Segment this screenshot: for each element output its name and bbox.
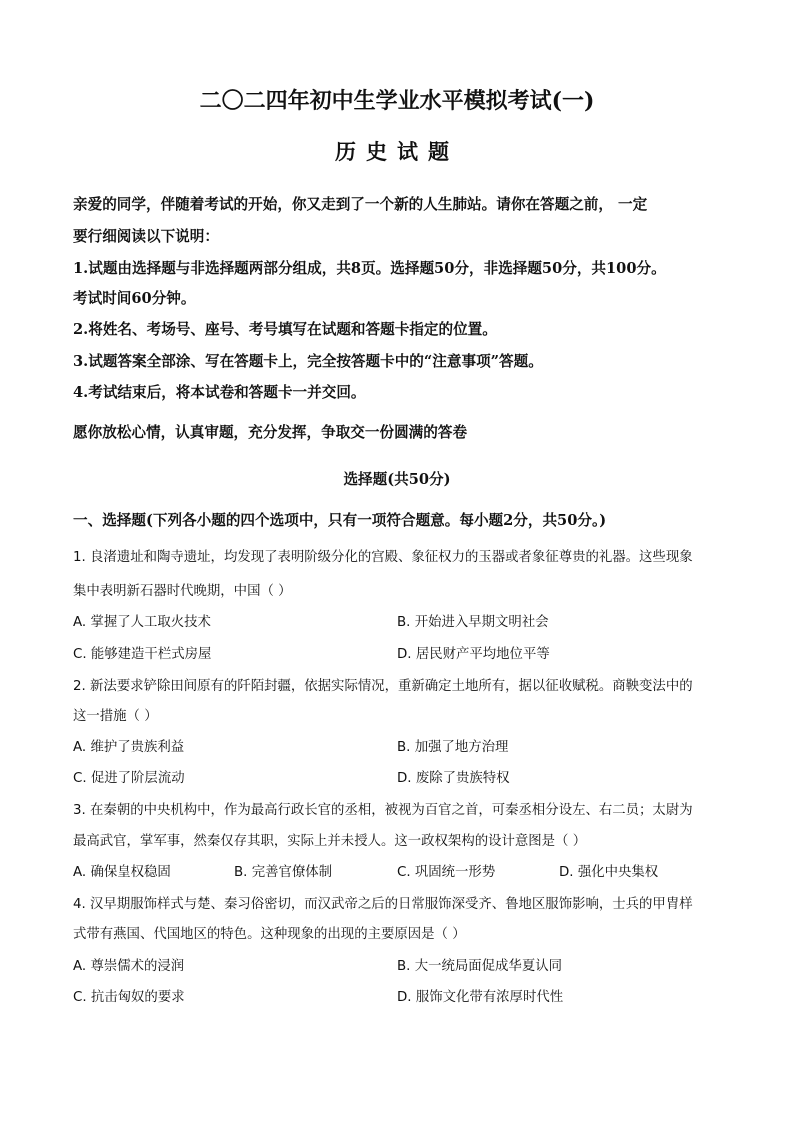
question-2-stem-line-2: 这一措施（ ）	[73, 709, 158, 724]
question-2-option-d[interactable]: D. 废除了贵族特权	[397, 771, 510, 786]
rule-1a: 1.试题由选择题与非选择题两部分组成，共8页。选择题50分，非选择题50分，共100分。	[73, 260, 666, 277]
section-heading: 选择题(共50分)	[343, 471, 451, 488]
question-3-option-b[interactable]: B. 完善官僚体制	[234, 865, 333, 880]
wish-line: 愿你放松心情，认真审题，充分发挥，争取交一份圆满的答卷	[73, 424, 468, 441]
question-1-stem-line-1: 1. 良渚遗址和陶寺遗址，均发现了表明阶级分化的宫殿、象征权力的玉器或者象征尊贵的礼器。这些现象	[73, 550, 693, 565]
question-3-option-c[interactable]: C. 巩固统一形势	[397, 865, 496, 880]
question-1-stem-line-2: 集中表明新石器时代晚期，中国（ ）	[73, 584, 292, 599]
rule-2: 2.将姓名、考场号、座号、考号填写在试题和答题卡指定的位置。	[73, 321, 497, 338]
rule-4: 4.考试结束后，将本试卷和答题卡一并交回。	[73, 384, 366, 401]
question-1-option-d[interactable]: D. 居民财产平均地位平等	[397, 647, 550, 662]
page-title: 二〇二四年初中生学业水平模拟考试(一)	[199, 88, 595, 114]
question-1-option-a[interactable]: A. 掌握了人工取火技术	[73, 615, 211, 630]
question-2-option-a[interactable]: A. 维护了贵族利益	[73, 740, 185, 755]
question-3-stem-line-2: 最高武官，掌军事，然秦仅存其职，实际上并未授人。这一政权架构的设计意图是（ ）	[73, 834, 587, 849]
question-3-option-a[interactable]: A. 确保皇权稳固	[73, 865, 171, 880]
question-1-option-b[interactable]: B. 开始进入早期文明社会	[397, 615, 549, 630]
section-instruction: 一、选择题(下列各小题的四个选项中，只有一项符合题意。每小题2分，共50分。)	[73, 512, 607, 529]
page-subtitle: 历史试题	[335, 139, 459, 164]
intro-line-2: 要行细阅读以下说明：	[73, 228, 219, 245]
question-4-stem-line-2: 式带有燕国、代国地区的特色。这种现象的出现的主要原因是（ ）	[73, 927, 466, 942]
question-2-option-b[interactable]: B. 加强了地方治理	[397, 740, 509, 755]
question-2-stem-line-1: 2. 新法要求铲除田间原有的阡陌封疆，依据实际情况，重新确定土地所有，据以征收赋税。商鞅变法中的	[73, 679, 693, 694]
question-4-option-d[interactable]: D. 服饰文化带有浓厚时代性	[397, 990, 564, 1005]
question-1-option-c[interactable]: C. 能够建造干栏式房屋	[73, 647, 212, 662]
question-4-option-c[interactable]: C. 抗击匈奴的要求	[73, 990, 185, 1005]
rule-3: 3.试题答案全部涂、写在答题卡上，完全按答题卡中的“注意事项”答题。	[73, 353, 543, 370]
question-4-stem-line-1: 4. 汉早期服饰样式与楚、秦习俗密切，而汉武帝之后的日常服饰深受齐、鲁地区服饰影响，士兵的甲胄样	[73, 897, 693, 912]
question-3-option-d[interactable]: D. 强化中央集权	[559, 865, 659, 880]
question-2-option-c[interactable]: C. 促进了阶层流动	[73, 771, 185, 786]
intro-line-1: 亲爱的同学，伴随着考试的开始，你又走到了一个新的人生肺站。请你在答题之前， 一定	[73, 196, 648, 213]
question-3-stem-line-1: 3. 在秦朝的中央机构中，作为最高行政长官的丞相，被视为百官之首，可秦丞相分设左、右二员；太尉为	[73, 803, 693, 818]
rule-1b: 考试时间60分钟。	[73, 290, 196, 307]
question-4-option-a[interactable]: A. 尊崇儒术的浸润	[73, 959, 185, 974]
question-4-option-b[interactable]: B. 大一统局面促成华夏认同	[397, 959, 562, 974]
